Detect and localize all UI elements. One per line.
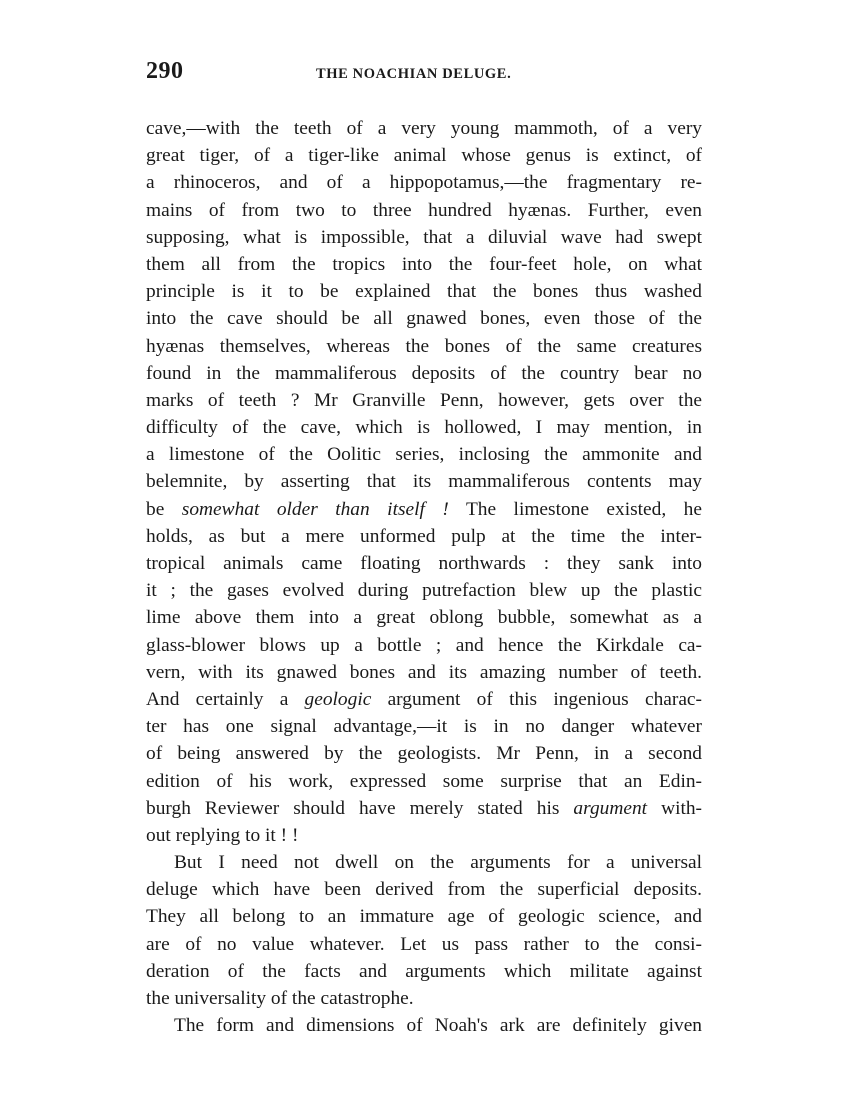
text-span: deluge which have been derived from the superficial deposits. (146, 879, 702, 901)
text-line (146, 142, 702, 169)
text-line (146, 523, 702, 550)
text-span: And certainly a (146, 688, 305, 710)
text-span: The form and dimensions of Noah's ark are definitely given (174, 1015, 702, 1037)
text-line (146, 1012, 702, 1039)
text-line (146, 577, 702, 604)
text-span: them all from the tropics into the four-feet hole, on what (146, 253, 702, 275)
text-span: found in the mammaliferous deposits of the country bear no (146, 362, 702, 384)
text-line (146, 876, 702, 903)
text-span: But I need not dwell on the arguments for a universal (174, 852, 702, 874)
text-span: it ; the gases evolved during putrefaction blew up the plastic (146, 580, 702, 602)
text-span: of being answered by the geologists. Mr Penn, in a second (146, 743, 702, 765)
text-span: are of no value whatever. Let us pass rather to the consi- (146, 933, 702, 955)
text-line (146, 115, 702, 142)
page-number: 290 (146, 58, 184, 84)
text-line (146, 713, 702, 740)
text-line (146, 468, 702, 495)
text-span: be (146, 498, 182, 520)
text-span: a limestone of the Oolitic series, inclosing the ammonite and (146, 444, 702, 466)
text-span: with- (647, 797, 702, 819)
text-line (146, 632, 702, 659)
text-span: marks of teeth ? Mr Granville Penn, however, gets over the (146, 389, 702, 411)
text-line (146, 197, 702, 224)
text-line (146, 795, 702, 822)
text-span: burgh Reviewer should have merely stated his (146, 797, 574, 819)
text-line (146, 169, 702, 196)
text-line (146, 659, 702, 686)
text-span: deration of the facts and arguments which militate against (146, 960, 702, 982)
text-line (146, 958, 702, 985)
text-line (146, 387, 702, 414)
text-line (146, 931, 702, 958)
text-line (146, 740, 702, 767)
text-span: cave,—with the teeth of a very young mammoth, of a very (146, 118, 702, 139)
text-line (146, 333, 702, 360)
text-span: principle is it to be explained that the bones thus washed (146, 281, 702, 303)
body-text (146, 115, 702, 1039)
text-span: out replying to it ! ! (146, 824, 299, 846)
italic-phrase: somewhat older than itself ! (181, 498, 449, 520)
text-line (146, 305, 702, 332)
text-span: great tiger, of a tiger-like animal whose genus is extinct, of (146, 145, 702, 167)
text-span: ter has one signal advantage,—it is in no danger whatever (146, 716, 702, 738)
text-span: into the cave should be all gnawed bones, even those of the (146, 308, 702, 330)
text-span: glass-blower blows up a bottle ; and hence the Kirkdale ca- (146, 634, 702, 656)
text-line (146, 360, 702, 387)
text-line (146, 604, 702, 631)
text-line (146, 414, 702, 441)
running-head: THE NOACHIAN DELUGE. (316, 66, 512, 82)
text-line (146, 903, 702, 930)
text-span: vern, with its gnawed bones and its amazing number of teeth. (146, 661, 702, 683)
page-header (146, 58, 702, 92)
italic-phrase: argument (573, 797, 648, 819)
text-line (146, 822, 702, 849)
text-line (146, 441, 702, 468)
text-span: The limestone existed, he (448, 498, 702, 520)
text-line (146, 278, 702, 305)
text-span: tropical animals came floating northwards : they sank into (146, 553, 702, 574)
text-span: hyænas themselves, whereas the bones of the same creatures (146, 335, 702, 357)
text-line (146, 550, 702, 577)
text-span: the universality of the catastrophe. (146, 988, 414, 1009)
text-line (146, 686, 702, 713)
text-span: a rhinoceros, and of a hippopotamus,—the fragmentary re- (146, 172, 702, 194)
text-span: They all belong to an immature age of geologic science, and (146, 906, 702, 928)
text-span: belemnite, by asserting that its mammaliferous contents may (146, 471, 702, 493)
text-span: supposing, what is impossible, that a diluvial wave had swept (146, 226, 702, 248)
text-span: edition of his work, expressed some surprise that an Edin- (146, 770, 702, 792)
text-span: difficulty of the cave, which is hollowed, I may mention, in (146, 417, 702, 439)
text-line (146, 496, 702, 523)
text-span: argument of this ingenious charac- (371, 688, 702, 710)
text-line (146, 251, 702, 278)
text-span: lime above them into a great oblong bubble, somewhat as a (146, 607, 702, 629)
text-line (146, 985, 702, 1012)
text-line (146, 224, 702, 251)
italic-phrase: geologic (304, 688, 372, 710)
text-line (146, 849, 702, 876)
text-span: mains of from two to three hundred hyænas. Further, even (146, 199, 702, 221)
text-span: holds, as but a mere unformed pulp at the time the inter- (146, 525, 702, 547)
text-line (146, 768, 702, 795)
